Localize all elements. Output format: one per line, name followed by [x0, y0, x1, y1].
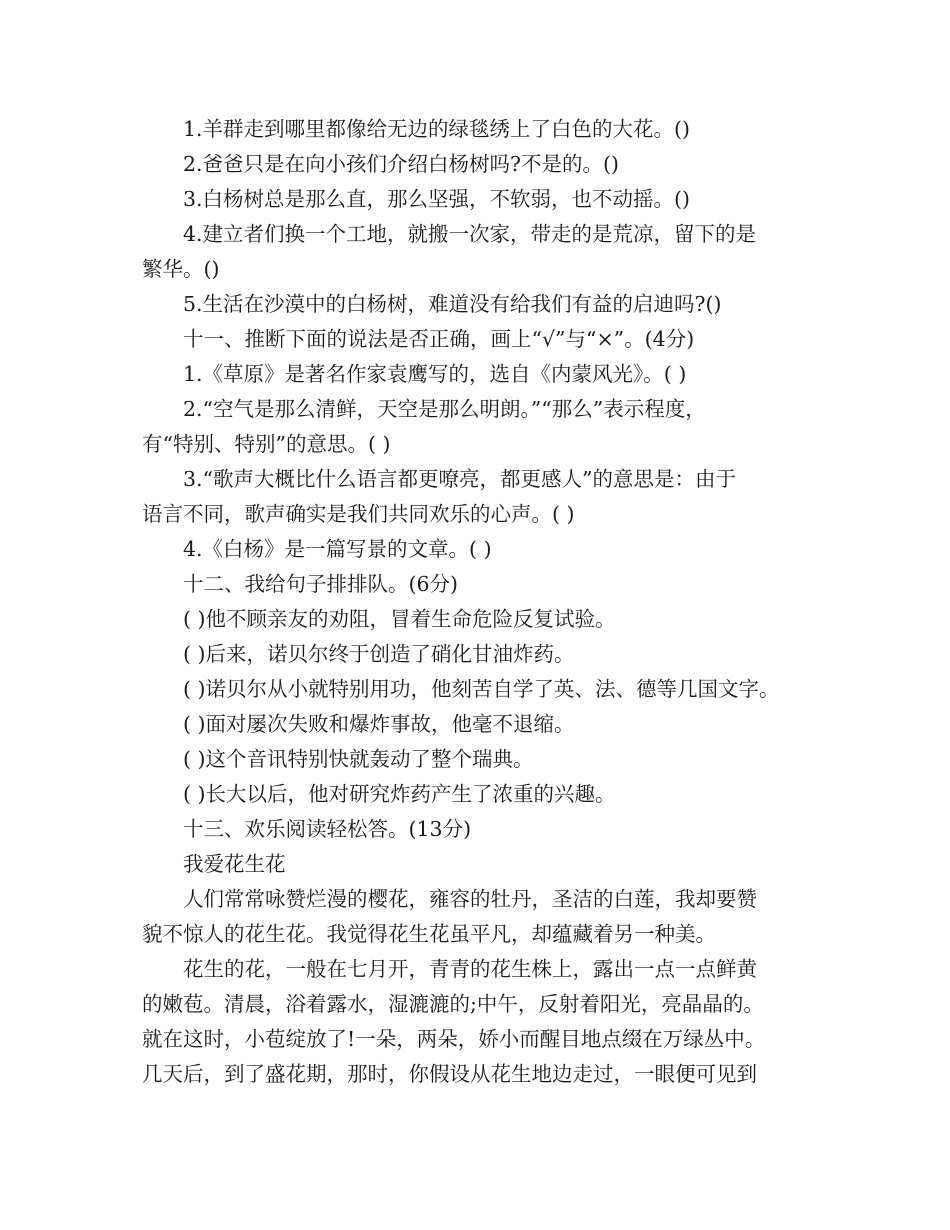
passage-paragraph: [142, 882, 814, 952]
ordering-item: ( )长大以后，他对研究炸药产生了浓重的兴趣。: [183, 782, 616, 806]
ordering-item: ( )面对屡次失败和爆炸事故，他毫不退缩。: [183, 712, 575, 736]
passage-line: 几天后，到了盛花期，那时，你假设从花生地边走过，一眼便可见到: [142, 1062, 757, 1086]
ordering-item: ( )后来，诺贝尔终于创造了硝化甘油炸药。: [183, 642, 575, 666]
passage-line: 花生的花，一般在七月开，青青的花生株上，露出一点一点鲜黄: [183, 957, 757, 981]
passage-line: 的嫩苞。清晨，浴着露水，湿漉漉的;中午，反射着阳光，亮晶晶的。: [142, 992, 764, 1016]
question-line: 1.羊群走到哪里都像给无边的绿毯绣上了白色的大花。(): [183, 117, 691, 141]
document-page: [142, 112, 814, 1092]
judgment-item: [142, 462, 814, 532]
section-heading: 十二、我给句子排排队。(6分): [183, 572, 459, 596]
judgment-item-line: 有“特别、特别”的意思。( ): [142, 432, 391, 456]
section-heading: 十一、推断下面的说法是否正确，画上“√”与“×”。(4分): [183, 327, 695, 351]
ordering-item: ( )他不顾亲友的劝阻，冒着生命危险反复试验。: [183, 607, 616, 631]
question-line: 5.生活在沙漠中的白杨树，难道没有给我们有益的启迪吗?(): [183, 292, 722, 316]
judgment-item-line: 语言不同，歌声确实是我们共同欢乐的心声。( ): [142, 502, 575, 526]
question-paragraph: [142, 217, 814, 287]
question-line: 繁华。(): [142, 257, 220, 281]
ordering-item: ( )这个音讯特别快就轰动了整个瑞典。: [183, 747, 534, 771]
passage-line: 就在这时，小苞绽放了!一朵，两朵，娇小而醒目地点缀在万绿丛中。: [142, 1027, 766, 1051]
judgment-item: 1.《草原》是著名作家袁鹰写的，选自《内蒙风光》。( ): [183, 362, 687, 386]
passage-line: 貌不惊人的花生花。我觉得花生花虽平凡，却蕴藏着另一种美。: [142, 922, 716, 946]
judgment-item: [142, 392, 814, 462]
passage-paragraph: [142, 952, 814, 1092]
question-line: 3.白杨树总是那么直，那么坚强，不软弱，也不动摇。(): [183, 187, 691, 211]
judgment-item-line: 2.“空气是那么清鲜，天空是那么明朗。”“那么”表示程度，: [183, 397, 706, 421]
passage-title: 我爱花生花: [183, 852, 286, 876]
question-line: 4.建立者们换一个工地，就搬一次家，带走的是荒凉，留下的是: [183, 222, 757, 246]
judgment-item: 4.《白杨》是一篇写景的文章。( ): [183, 537, 492, 561]
question-line: 2.爸爸只是在向小孩们介绍白杨树吗?不是的。(): [183, 152, 620, 176]
passage-line: 人们常常咏赞烂漫的樱花，雍容的牡丹，圣洁的白莲，我却要赞: [183, 887, 757, 911]
judgment-item-line: 3.“歌声大概比什么语言都更嘹亮，都更感人”的意思是：由于: [183, 467, 737, 491]
ordering-item: ( )诺贝尔从小就特别用功，他刻苦自学了英、法、德等几国文字。: [183, 677, 780, 701]
section-heading: 十三、欢乐阅读轻松答。(13分): [183, 817, 472, 841]
